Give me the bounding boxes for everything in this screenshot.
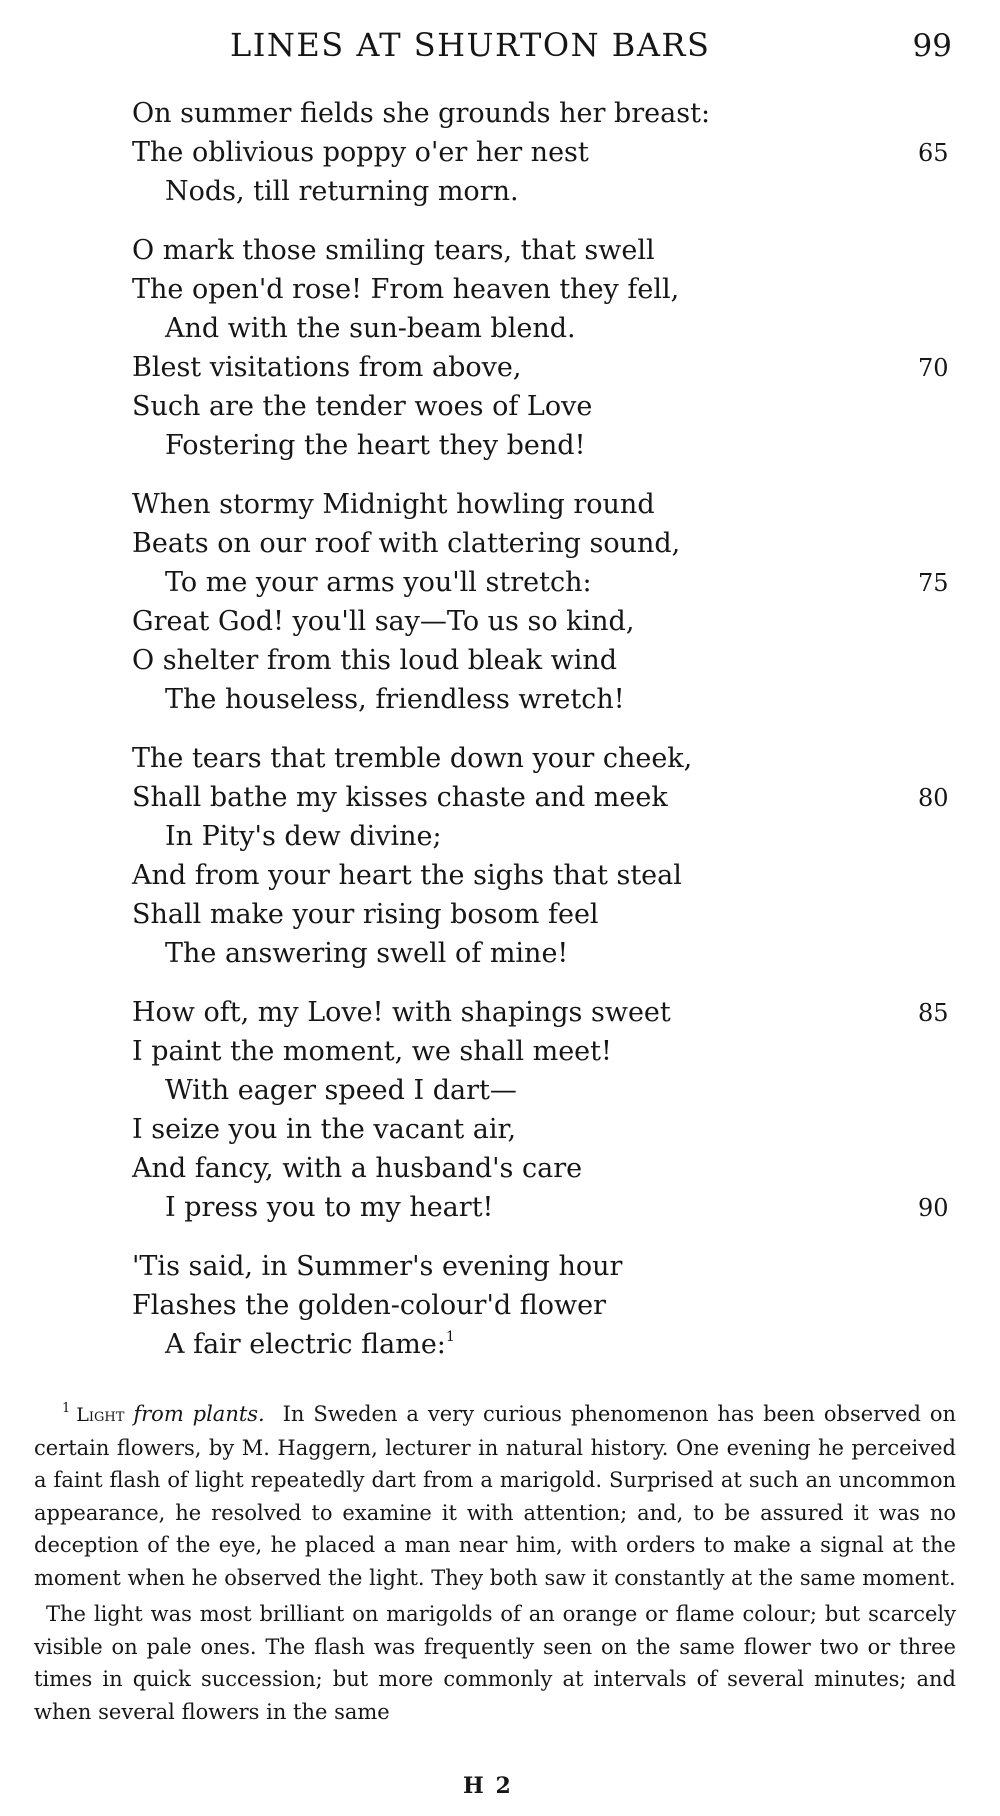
line-number: 90 bbox=[918, 1194, 949, 1222]
line-number: 75 bbox=[918, 569, 949, 597]
poem-line-text: Great God! you'll say—To us so kind, bbox=[132, 606, 635, 637]
footnote-subheading: from plants. bbox=[133, 1402, 265, 1426]
poem-line bbox=[132, 641, 972, 680]
running-head: LINES AT SHURTON BARS bbox=[230, 26, 711, 64]
footnote-text: In Sweden a very curious phenomenon has been observed on certain flowers, by M. Haggern, lecturer in natural history. One evening he perceived a faint flash of light repeatedly dart from a marigold. Surprised at such an uncommon appearance, he resolved to examine it with attention; and, to be assured it was no deception of the eye, he placed a man near him, with orders to make a signal at the moment when he observed the light. They both saw it constantly at the same moment. bbox=[34, 1402, 957, 1590]
poem-line-text: Fostering the heart they bend! bbox=[165, 430, 586, 461]
poem-line bbox=[132, 602, 972, 641]
poem-line-text: To me your arms you'll stretch: bbox=[165, 567, 592, 598]
poem-line-text: When stormy Midnight howling round bbox=[132, 489, 655, 520]
poem-line bbox=[132, 1071, 972, 1110]
footnote-paragraph bbox=[34, 1398, 956, 1594]
poem-line bbox=[132, 485, 972, 524]
poem-line bbox=[132, 231, 972, 270]
poem-line bbox=[132, 1188, 972, 1227]
poem-line bbox=[132, 817, 972, 856]
stanza bbox=[132, 94, 972, 211]
poem-line bbox=[132, 172, 972, 211]
poem-line-text: On summer fields she grounds her breast: bbox=[132, 98, 711, 129]
poem-line bbox=[132, 993, 972, 1032]
poem-line bbox=[132, 348, 972, 387]
stanza bbox=[132, 485, 972, 719]
poem-line bbox=[132, 1032, 972, 1071]
poem-line-text: The open'd rose! From heaven they fell, bbox=[132, 274, 680, 305]
poem-line-text: And with the sun-beam blend. bbox=[165, 313, 576, 344]
line-number: 70 bbox=[918, 354, 949, 382]
poem-line bbox=[132, 524, 972, 563]
poem-line-text: 'Tis said, in Summer's evening hour bbox=[132, 1251, 623, 1282]
signature-mark: H 2 bbox=[463, 1773, 513, 1799]
poem-line-text: The tears that tremble down your cheek, bbox=[132, 743, 693, 774]
page-number: 99 bbox=[912, 28, 952, 64]
poem-line-text: The houseless, friendless wretch! bbox=[165, 684, 625, 715]
poem-line-text: Nods, till returning morn. bbox=[165, 176, 519, 207]
poem-line bbox=[132, 270, 972, 309]
poem-line-text: In Pity's dew divine; bbox=[165, 821, 442, 852]
poem-line-text: I press you to my heart! bbox=[165, 1192, 494, 1223]
poem-line bbox=[132, 94, 972, 133]
poem-line-text: A fair electric flame: bbox=[165, 1329, 446, 1360]
poem bbox=[132, 94, 972, 1384]
stanza bbox=[132, 993, 972, 1227]
poem-line bbox=[132, 1325, 972, 1364]
poem-line bbox=[132, 895, 972, 934]
poem-line-text: How oft, my Love! with shapings sweet bbox=[132, 997, 671, 1028]
poem-line bbox=[132, 934, 972, 973]
poem-line-text: O shelter from this loud bleak wind bbox=[132, 645, 618, 676]
poem-line bbox=[132, 426, 972, 465]
footnotes bbox=[34, 1398, 956, 1732]
poem-line-text: With eager speed I dart— bbox=[165, 1075, 517, 1106]
poem-line bbox=[132, 1247, 972, 1286]
poem-line bbox=[132, 739, 972, 778]
poem-line-text: Flashes the golden-colour'd flower bbox=[132, 1290, 606, 1321]
poem-line bbox=[132, 1149, 972, 1188]
poem-line bbox=[132, 856, 972, 895]
poem-line-text: Shall make your rising bosom feel bbox=[132, 899, 599, 930]
poem-line-text: Beats on our roof with clattering sound, bbox=[132, 528, 681, 559]
footnote-heading: Light bbox=[76, 1404, 125, 1426]
poem-line-text: O mark those smiling tears, that swell bbox=[132, 235, 655, 266]
poem-line bbox=[132, 563, 972, 602]
poem-line bbox=[132, 778, 972, 817]
poem-line bbox=[132, 1110, 972, 1149]
poem-line bbox=[132, 680, 972, 719]
poem-line-text: The oblivious poppy o'er her nest bbox=[132, 137, 589, 168]
poem-line-text: I paint the moment, we shall meet! bbox=[132, 1036, 612, 1067]
poem-line-text: Shall bathe my kisses chaste and meek bbox=[132, 782, 668, 813]
footnote-reference: 1 bbox=[445, 1329, 455, 1345]
poem-line bbox=[132, 387, 972, 426]
poem-line bbox=[132, 133, 972, 172]
line-number: 80 bbox=[918, 784, 949, 812]
poem-line-text: And from your heart the sighs that steal bbox=[132, 860, 682, 891]
footnote-paragraph-continued: The light was most brilliant on marigolds of an orange or flame colour; but scarcely visible on pale ones. The flash was frequently seen on the same flower two or three times in quick succession; but more commonly at intervals of several minutes; and when several flowers in the same bbox=[34, 1602, 956, 1724]
poem-line-text: Such are the tender woes of Love bbox=[132, 391, 593, 422]
poem-line bbox=[132, 309, 972, 348]
poem-line-text: The answering swell of mine! bbox=[165, 938, 569, 969]
footnote-marker: 1 bbox=[62, 1401, 71, 1416]
poem-line-text: I seize you in the vacant air, bbox=[132, 1114, 517, 1145]
poem-line bbox=[132, 1286, 972, 1325]
poem-line-text: And fancy, with a husband's care bbox=[132, 1153, 583, 1184]
poem-line-text: Blest visitations from above, bbox=[132, 352, 522, 383]
stanza bbox=[132, 1247, 972, 1364]
stanza bbox=[132, 231, 972, 465]
line-number: 85 bbox=[918, 999, 949, 1027]
stanza bbox=[132, 739, 972, 973]
line-number: 65 bbox=[918, 139, 949, 167]
